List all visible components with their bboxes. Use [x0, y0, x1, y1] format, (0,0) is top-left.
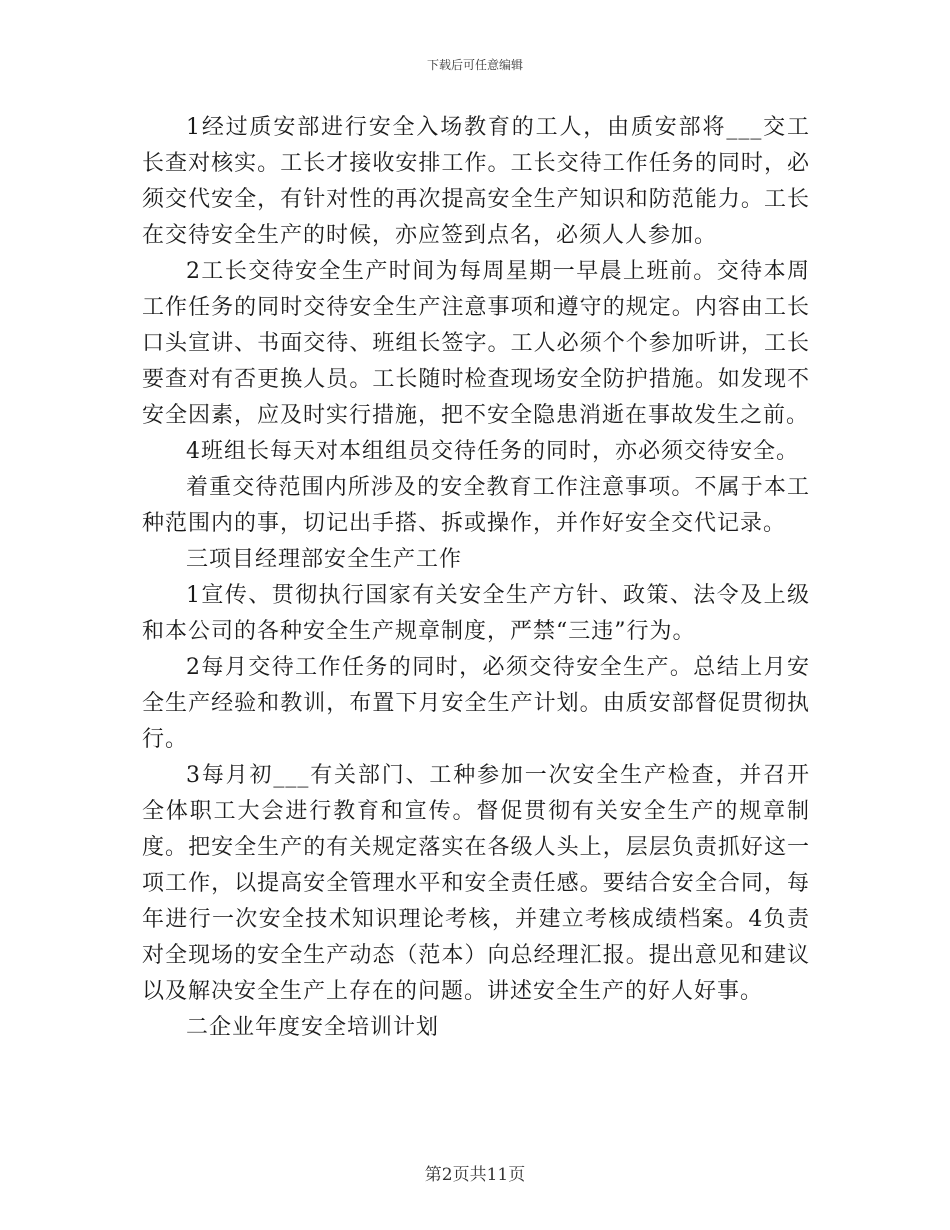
paragraph-2: 2工长交待安全生产时间为每周星期一早晨上班前。交待本周工作任务的同时交待安全生产注意事项和遵守的规定。内容由工长口头宣讲、书面交待、班组长签字。工人必须个个参加听讲，工长要查对有否更换人员。工长随时检查现场安全防护措施。如发现不安全因素，应及时实行措施，把不安全隐患消逝在事故发生之前。 — [142, 259, 810, 428]
paragraph-6: 2每月交待工作任务的同时，必须交待安全生产。总结上月安全生产经验和教训，布置下月安全生产计划。由质安部督促贯彻执行。 — [142, 655, 810, 752]
paragraph-7: 3每月初___有关部门、工种参加一次安全生产检查，并召开全体职工大会进行教育和宣传。督促贯彻有关安全生产的规章制度。把安全生产的有关规定落实在各级人头上，层层负责抓好这一项工作，以提高安全管理水平和安全责任感。要结合安全合同，每年进行一次安全技术知识理论考核，并建立考核成绩档案。4负责对全现场的安全生产动态（范本）向总经理汇报。提出意见和建议以及解决安全生产上存在的问题。讲述安全生产的好人好事。 — [142, 763, 810, 1004]
paragraph-1: 1经过质安部进行安全入场教育的工人，由质安部将___交工长查对核实。工长才接收安排工作。工长交待工作任务的同时，必须交代安全，有针对性的再次提高安全生产知识和防范能力。工长在交待安全生产的时候，亦应签到点名，必须人人参加。 — [142, 115, 810, 248]
paragraph-4: 着重交待范围内所涉及的安全教育工作注意事项。不属于本工种范围内的事，切记出手搭、拆或操作，并作好安全交代记录。 — [142, 475, 810, 536]
document-body — [142, 110, 810, 1046]
section-heading-3: 三项目经理部安全生产工作 — [186, 547, 463, 572]
section-heading-2: 二企业年度安全培训计划 — [186, 1015, 440, 1040]
paragraph-3: 4班组长每天对本组组员交待任务的同时，亦必须交待安全。 — [186, 439, 799, 464]
page-header: 下载后可任意编辑 — [426, 58, 523, 72]
page-footer: 第2页共11页 — [424, 1165, 526, 1185]
paragraph-5: 1宣传、贯彻执行国家有关安全生产方针、政策、法令及上级和本公司的各种安全生产规章制度，严禁“三违”行为。 — [142, 583, 810, 644]
